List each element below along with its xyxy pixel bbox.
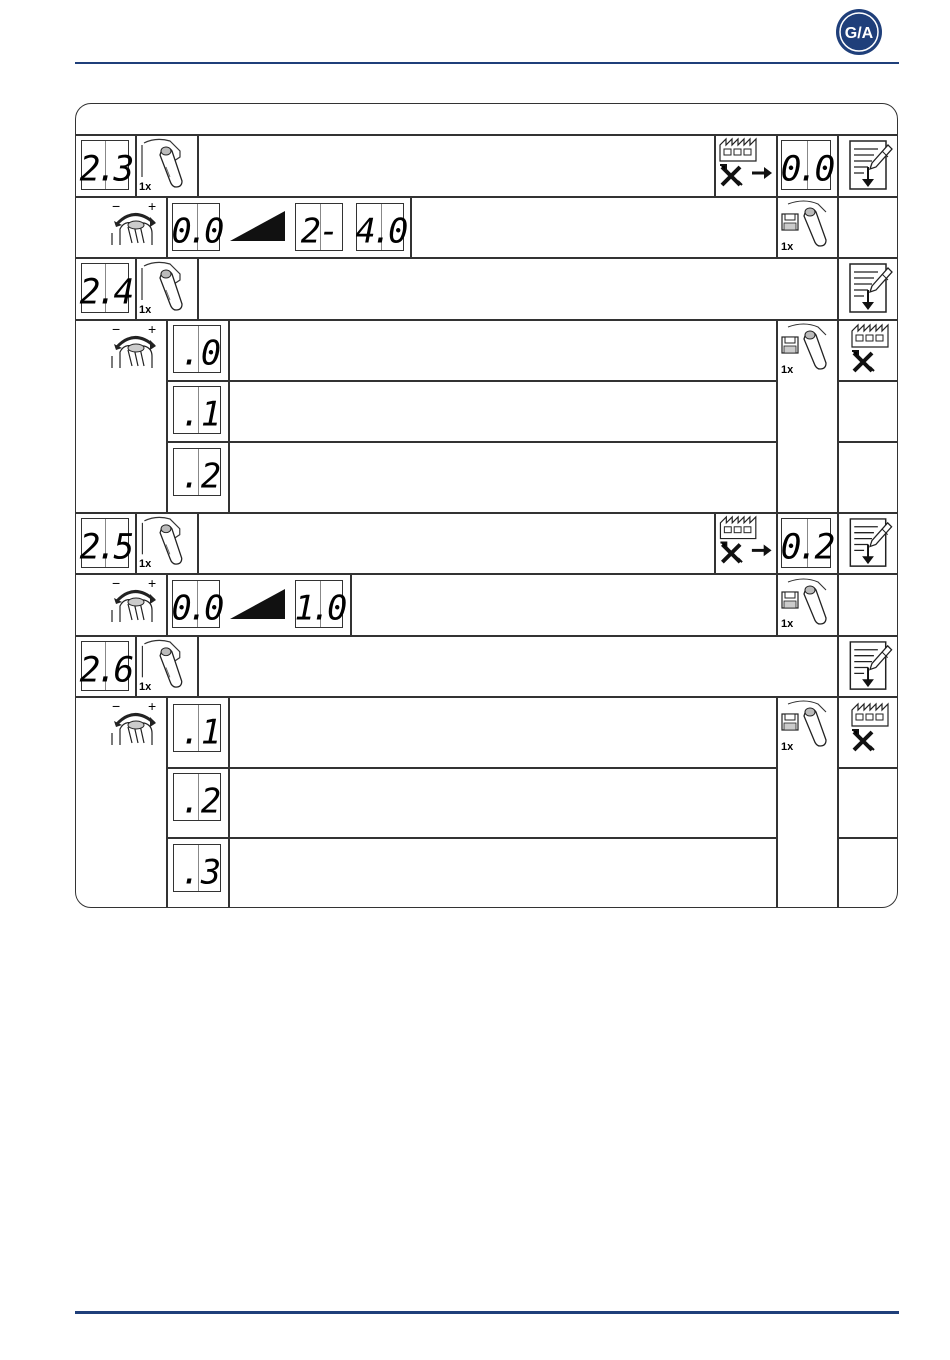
save-press-count: 1x [781, 241, 794, 253]
footer-rule [75, 1311, 899, 1314]
gfa-logo [834, 7, 884, 57]
rotary-knob-icon[interactable] [104, 576, 164, 632]
col-divider [197, 512, 199, 573]
col-divider [837, 196, 839, 257]
col-divider [197, 257, 199, 319]
factory-settings-icon [716, 515, 774, 572]
param-code-display [81, 518, 129, 568]
param-code: 2.6 [79, 650, 131, 691]
save-press-count: 1x [781, 618, 794, 630]
option-display [173, 386, 221, 434]
option-value: .2 [180, 781, 222, 821]
default-value-display [781, 518, 831, 568]
param-code: 2.4 [79, 272, 131, 313]
col-divider [166, 696, 168, 908]
range-max: 1.0 [294, 588, 344, 628]
option-display [173, 448, 221, 496]
logo-text: G/A [844, 25, 874, 42]
col-divider [837, 635, 839, 696]
row-divider [166, 767, 776, 769]
row-divider [75, 319, 898, 321]
row-divider [837, 767, 898, 769]
col-divider [776, 134, 778, 196]
range-max-display-b [356, 203, 404, 251]
header-rule [75, 62, 899, 64]
col-divider [837, 257, 839, 319]
row-divider [166, 441, 776, 443]
col-divider [166, 319, 168, 512]
col-divider [197, 134, 199, 196]
col-divider [837, 696, 839, 908]
range-max-b: 4.0 [355, 211, 405, 251]
range-min-display [172, 580, 220, 628]
document-write-icon [844, 137, 894, 195]
row-divider [75, 573, 898, 575]
press-count: 1x [139, 181, 152, 193]
press-count: 1x [139, 558, 152, 570]
range-max-a: 2- [300, 211, 338, 251]
range-min: 0.0 [171, 588, 221, 628]
default-value: 0.2 [780, 527, 832, 568]
option-display [173, 773, 221, 821]
row-divider [166, 380, 776, 382]
save-press-count: 1x [781, 741, 794, 753]
document-write-icon [844, 260, 894, 318]
option-value: .0 [180, 333, 222, 373]
default-value: 0.0 [780, 149, 832, 190]
col-divider [410, 196, 412, 257]
rotary-knob-icon[interactable] [104, 699, 164, 755]
default-value-display [781, 140, 831, 190]
range-min: 0.0 [171, 211, 221, 251]
col-divider [776, 512, 778, 573]
param-code: 2.5 [79, 527, 131, 568]
option-value: .3 [180, 852, 222, 892]
col-divider [837, 512, 839, 573]
col-divider [166, 196, 168, 257]
row-divider [837, 441, 898, 443]
col-divider [350, 573, 352, 635]
ramp-icon [230, 211, 285, 241]
col-divider [228, 319, 230, 512]
param-code-display [81, 140, 129, 190]
factory-settings-icon [844, 698, 894, 758]
col-divider [837, 319, 839, 512]
rotary-knob-icon[interactable] [104, 322, 164, 378]
row-divider [166, 837, 776, 839]
option-value: .1 [180, 394, 222, 434]
row-divider [75, 196, 898, 198]
row-divider [75, 696, 898, 698]
press-count: 1x [139, 304, 152, 316]
option-display [173, 325, 221, 373]
document-write-icon [844, 638, 894, 695]
col-divider [197, 635, 199, 696]
ramp-icon [230, 589, 285, 619]
document-write-icon [844, 515, 894, 572]
factory-settings-icon [844, 321, 894, 377]
option-display [173, 844, 221, 892]
param-code-display [81, 263, 129, 313]
param-code: 2.3 [79, 149, 131, 190]
col-divider [228, 696, 230, 908]
col-divider [837, 134, 839, 196]
row-divider [837, 837, 898, 839]
save-press-count: 1x [781, 364, 794, 376]
factory-settings-icon [716, 137, 774, 195]
range-min-display [172, 203, 220, 251]
option-value: .2 [180, 456, 222, 496]
press-count: 1x [139, 681, 152, 693]
col-divider [166, 573, 168, 635]
row-divider [837, 380, 898, 382]
option-display [173, 704, 221, 752]
option-value: .1 [180, 712, 222, 752]
rotary-knob-icon[interactable] [104, 199, 164, 255]
range-max-display-a [295, 203, 343, 251]
col-divider [837, 573, 839, 635]
param-code-display [81, 641, 129, 691]
range-max-display [295, 580, 343, 628]
